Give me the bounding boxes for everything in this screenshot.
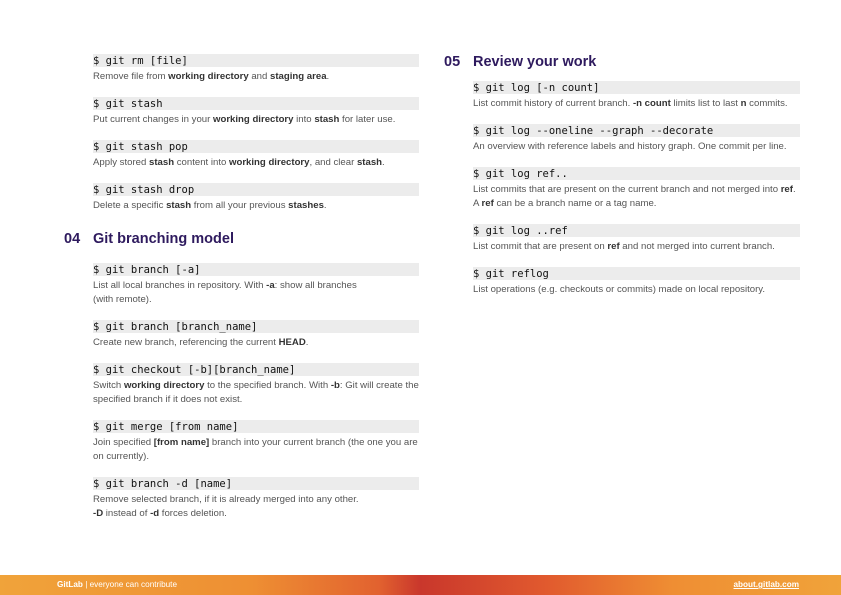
command-text: $ git rm [file]: [93, 54, 419, 67]
description-text: List commit that are present on: [473, 241, 608, 252]
command-description: [93, 379, 419, 407]
brand-name: GitLab: [57, 580, 83, 589]
description-text: (with remote).: [93, 294, 152, 305]
description-text: .: [326, 71, 330, 82]
description-text: . A: [473, 184, 796, 209]
description-text: Delete a specific: [93, 200, 167, 211]
command-text: $ git log --oneline --graph --decorate: [473, 124, 800, 137]
description-text: List operations (e.g. checkouts or commits) made on local repository.: [473, 284, 766, 295]
command-entry: [473, 81, 800, 111]
command-text: $ git reflog: [473, 267, 800, 280]
command-text: $ git checkout [-b][branch_name]: [93, 363, 419, 376]
command-entry: [93, 420, 419, 464]
description-text: branch into your current branch (the one you are on currently).: [93, 437, 418, 462]
command-text: $ git branch -d [name]: [93, 477, 419, 490]
description-text: can be a branch name or a tag name.: [493, 198, 657, 209]
emphasis-text: working directory: [123, 380, 205, 391]
emphasis-text: stash: [149, 157, 175, 168]
right-column: [444, 54, 800, 310]
emphasis-text: -b: [330, 380, 340, 391]
description-text: List all local branches in repository. With: [93, 280, 267, 291]
description-text: instead of: [103, 508, 151, 519]
emphasis-text: working directory: [213, 114, 294, 125]
left-column: [64, 54, 419, 534]
command-description: [473, 97, 800, 111]
command-entry: [93, 140, 419, 170]
command-description: [93, 199, 419, 213]
description-text: , and clear: [309, 157, 357, 168]
command-entry: [93, 183, 419, 213]
command-entry: [93, 97, 419, 127]
description-text: .: [323, 200, 327, 211]
command-text: $ git log [-n count]: [473, 81, 800, 94]
brand-tagline: | everyone can contribute: [82, 580, 178, 589]
command-description: [93, 336, 419, 350]
description-text: limits list to last: [670, 98, 741, 109]
command-entry: [93, 363, 419, 407]
command-text: $ git stash pop: [93, 140, 419, 153]
description-text: and not merged into current branch.: [619, 241, 775, 252]
emphasis-text: staging area: [270, 71, 327, 82]
emphasis-text: stash: [166, 200, 192, 211]
description-text: Put current changes in your: [93, 114, 213, 125]
description-text: commits.: [746, 98, 788, 109]
command-description: [473, 283, 800, 297]
description-text: and: [248, 71, 271, 82]
emphasis-text: stashes: [288, 200, 324, 211]
command-text: $ git merge [from name]: [93, 420, 419, 433]
section-title: Review your work: [473, 54, 597, 70]
section-05-header: [444, 54, 800, 74]
emphasis-text: ref: [607, 241, 620, 252]
command-description: [473, 240, 800, 254]
command-description: [473, 183, 800, 211]
description-text: Apply stored: [93, 157, 149, 168]
emphasis-text: working directory: [229, 157, 310, 168]
emphasis-text: -d: [150, 508, 160, 519]
command-text: $ git stash: [93, 97, 419, 110]
command-text: $ git branch [-a]: [93, 263, 419, 276]
description-text: Join specified: [93, 437, 154, 448]
command-description: [473, 140, 800, 154]
command-entry: [473, 267, 800, 297]
command-text: $ git log ref..: [473, 167, 800, 180]
command-entry: [473, 167, 800, 211]
description-text: from all your previous: [191, 200, 289, 211]
description-text: List commits that are present on the current branch and not merged into: [473, 184, 781, 195]
command-description: [93, 493, 419, 521]
command-description: [93, 113, 419, 127]
description-text: Switch: [93, 380, 124, 391]
description-text: .: [382, 157, 385, 168]
emphasis-text: ref: [481, 198, 494, 209]
footer-brand: [57, 580, 177, 589]
emphasis-text: stash: [356, 157, 383, 168]
emphasis-text: HEAD: [278, 337, 306, 348]
emphasis-text: working directory: [168, 71, 249, 82]
description-text: into: [293, 114, 315, 125]
left-entries-top: [93, 54, 419, 213]
emphasis-text: stash: [314, 114, 340, 125]
footer-bar: [0, 575, 841, 595]
description-text: content into: [174, 157, 229, 168]
section-number: 05: [444, 54, 461, 70]
command-description: [93, 156, 419, 170]
command-text: $ git log ..ref: [473, 224, 800, 237]
command-entry: [93, 320, 419, 350]
description-text: List commit history of current branch.: [473, 98, 633, 109]
description-text: for later use.: [339, 114, 396, 125]
description-text: Remove file from: [93, 71, 169, 82]
command-description: [93, 279, 419, 307]
footer-link[interactable]: about.gitlab.com: [733, 580, 799, 589]
description-text: An overview with reference labels and history graph. One commit per line.: [473, 141, 787, 152]
emphasis-text: -D: [93, 508, 104, 519]
right-entries: [473, 81, 800, 297]
section-04-header: [64, 231, 419, 251]
emphasis-text: ref: [780, 184, 793, 195]
emphasis-text: -a: [266, 280, 275, 291]
description-text: Create new branch, referencing the current: [93, 337, 279, 348]
description-text: to the specified branch. With: [204, 380, 331, 391]
command-entry: [93, 477, 419, 521]
description-text: : show all branches: [274, 280, 357, 291]
left-entries-bottom: [93, 263, 419, 521]
emphasis-text: -n count: [632, 98, 671, 109]
command-entry: [93, 54, 419, 84]
command-entry: [473, 124, 800, 154]
emphasis-text: [from name]: [153, 437, 210, 448]
section-number: 04: [64, 231, 81, 247]
command-entry: [93, 263, 419, 307]
emphasis-text: n: [740, 98, 747, 109]
command-description: [93, 70, 419, 84]
description-text: Remove selected branch, if it is already merged into any other.: [93, 494, 359, 505]
command-description: [93, 436, 419, 464]
description-text: .: [305, 337, 309, 348]
command-entry: [473, 224, 800, 254]
command-text: $ git branch [branch_name]: [93, 320, 419, 333]
description-text: forces deletion.: [159, 508, 227, 519]
description-text: : Git will create the specified branch if it does not exist.: [93, 380, 419, 405]
section-title: Git branching model: [93, 231, 234, 247]
command-text: $ git stash drop: [93, 183, 419, 196]
